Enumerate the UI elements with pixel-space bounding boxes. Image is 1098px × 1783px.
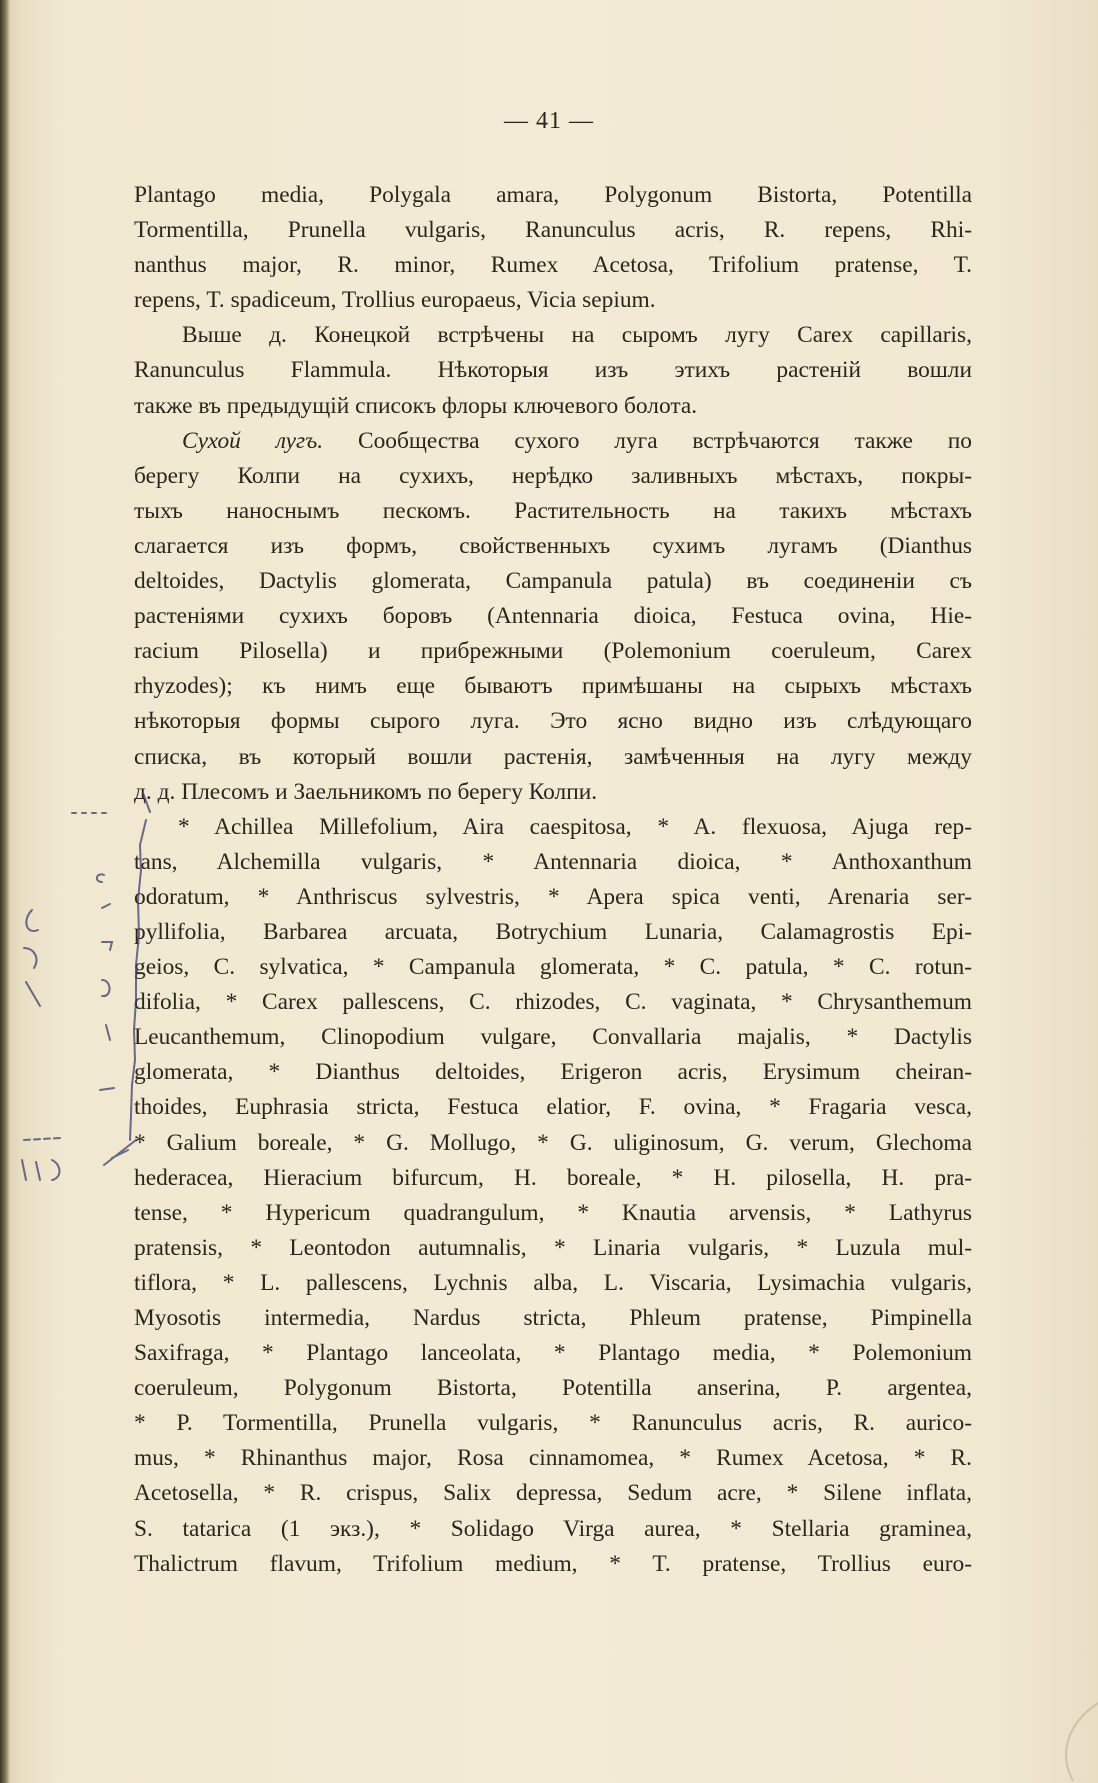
species-list-line: * Galium boreale, * G. Mollugo, * G. uliginosum, G. verum, Glechoma	[134, 1129, 972, 1156]
species-list-line: Thalictrum flavum, Trifolium medium, * T. pratense, Trollius euro-	[134, 1550, 972, 1577]
body-text	[134, 178, 972, 1582]
species-list-start: * Achillea Millefolium, Aira caespitosa, * A. flexuosa, Ajuga rep-	[178, 813, 972, 840]
species-list-line: S. tatarica (1 экз.), * Solidago Virga aurea, * Stellaria graminea,	[134, 1515, 972, 1542]
species-list-line: mus, * Rhinanthus major, Rosa cinnamomea, * Rumex Acetosa, * R.	[134, 1445, 972, 1472]
book-spine-shadow	[0, 0, 10, 1783]
species-list-line: glomerata, * Dianthus deltoides, Erigeron acris, Erysimum cheiran-	[134, 1059, 972, 1086]
section-lead-text: Сообщества сухого луга встрѣчаются также по	[357, 427, 972, 454]
text-line: nanthus major, R. minor, Rumex Acetosa, Trifolium pratense, T.	[134, 252, 972, 279]
species-list-line: difolia, * Carex pallescens, C. rhizodes, C. vaginata, * Chrysanthemum	[134, 989, 972, 1016]
text-line: Tormentilla, Prunella vulgaris, Ranunculus acris, R. repens, Rhi-	[134, 217, 972, 244]
text-line: repens, T. spadiceum, Trollius europaeus, Vicia sepium.	[134, 287, 656, 314]
species-list-line: tans, Alchemilla vulgaris, * Antennaria dioica, * Anthoxanthum	[134, 848, 972, 875]
text-line: deltoides, Dactylis glomerata, Campanula patula) въ соединеніи съ	[134, 568, 972, 595]
text-line: Ranunculus Flammula. Нѣкоторыя изъ этихъ растеній вошли	[134, 357, 972, 384]
text-line: нѣкоторыя формы сырого луга. Это ясно видно изъ слѣдующаго	[134, 708, 972, 735]
text-line: racium Pilosella) и прибрежными (Polemonium coeruleum, Carex	[134, 638, 972, 665]
species-list-line: geios, C. sylvatica, * Campanula glomerata, * C. patula, * C. rotun-	[134, 954, 972, 981]
text-line: слагается изъ формъ, свойственныхъ сухимъ лугамъ (Dianthus	[134, 532, 972, 559]
text-line: растеніями сухихъ боровъ (Antennaria dioica, Festuca ovina, Hie-	[134, 603, 972, 630]
species-list-line: tiflora, * L. pallescens, Lychnis alba, L. Viscaria, Lysimachia vulgaris,	[134, 1269, 972, 1296]
page-number: — 41 —	[504, 108, 594, 134]
species-list-line: tense, * Hypericum quadrangulum, * Knautia arvensis, * Lathyrus	[134, 1199, 972, 1226]
text-line: берегу Колпи на сухихъ, нерѣдко заливныхъ мѣстахъ, покры-	[134, 462, 972, 489]
paragraph-start: Выше д. Конецкой встрѣчены на сыромъ лугу Carex capillaris,	[182, 322, 972, 349]
text-line: Plantago media, Polygala amara, Polygonum Bistorta, Potentilla	[134, 182, 972, 208]
paragraph-start	[134, 424, 972, 459]
species-list-line: * P. Tormentilla, Prunella vulgaris, * Ranunculus acris, R. aurico-	[134, 1410, 972, 1437]
species-list-line: Saxifraga, * Plantago lanceolata, * Plantago media, * Polemonium	[134, 1340, 972, 1367]
text-line: тыхъ наноснымъ пескомъ. Растительность на такихъ мѣстахъ	[134, 497, 972, 524]
species-list-line: pratensis, * Leontodon autumnalis, * Linaria vulgaris, * Luzula mul-	[134, 1234, 972, 1261]
text-line: rhyzodes); къ нимъ еще бываютъ примѣшаны на сырыхъ мѣстахъ	[134, 673, 972, 700]
text-line: д. д. Плесомъ и Заельникомъ по берегу Колпи.	[134, 778, 598, 805]
species-list-line: Acetosella, * R. crispus, Salix depressa, Sedum acre, * Silene inflata,	[134, 1480, 972, 1507]
text-line: также въ предыдущій списокъ флоры ключевого болота.	[134, 392, 698, 419]
species-list-line: odoratum, * Anthriscus sylvestris, * Apera spica venti, Arenaria ser-	[134, 883, 972, 910]
text-line: списка, въ который вошли растенія, замѣченныя на лугу между	[134, 743, 972, 770]
species-list-line: coeruleum, Polygonum Bistorta, Potentilla anserina, P. argentea,	[134, 1375, 972, 1402]
species-list-line: hederacea, Hieracium bifurcum, H. boreale, * H. pilosella, H. pra-	[134, 1164, 972, 1191]
species-list-line: thoides, Euphrasia stricta, Festuca elatior, F. ovina, * Fragaria vesca,	[134, 1094, 972, 1121]
page-corner-fold	[1028, 1693, 1098, 1783]
species-list-line: Myosotis intermedia, Nardus stricta, Phleum pratense, Pimpinella	[134, 1305, 972, 1331]
section-lead: Сухой лугъ.	[182, 427, 324, 454]
species-list-line: pyllifolia, Barbarea arcuata, Botrychium Lunaria, Calamagrostis Epi-	[134, 918, 972, 945]
species-list-line: Leucanthemum, Clinopodium vulgare, Convallaria majalis, * Dactylis	[134, 1024, 972, 1051]
